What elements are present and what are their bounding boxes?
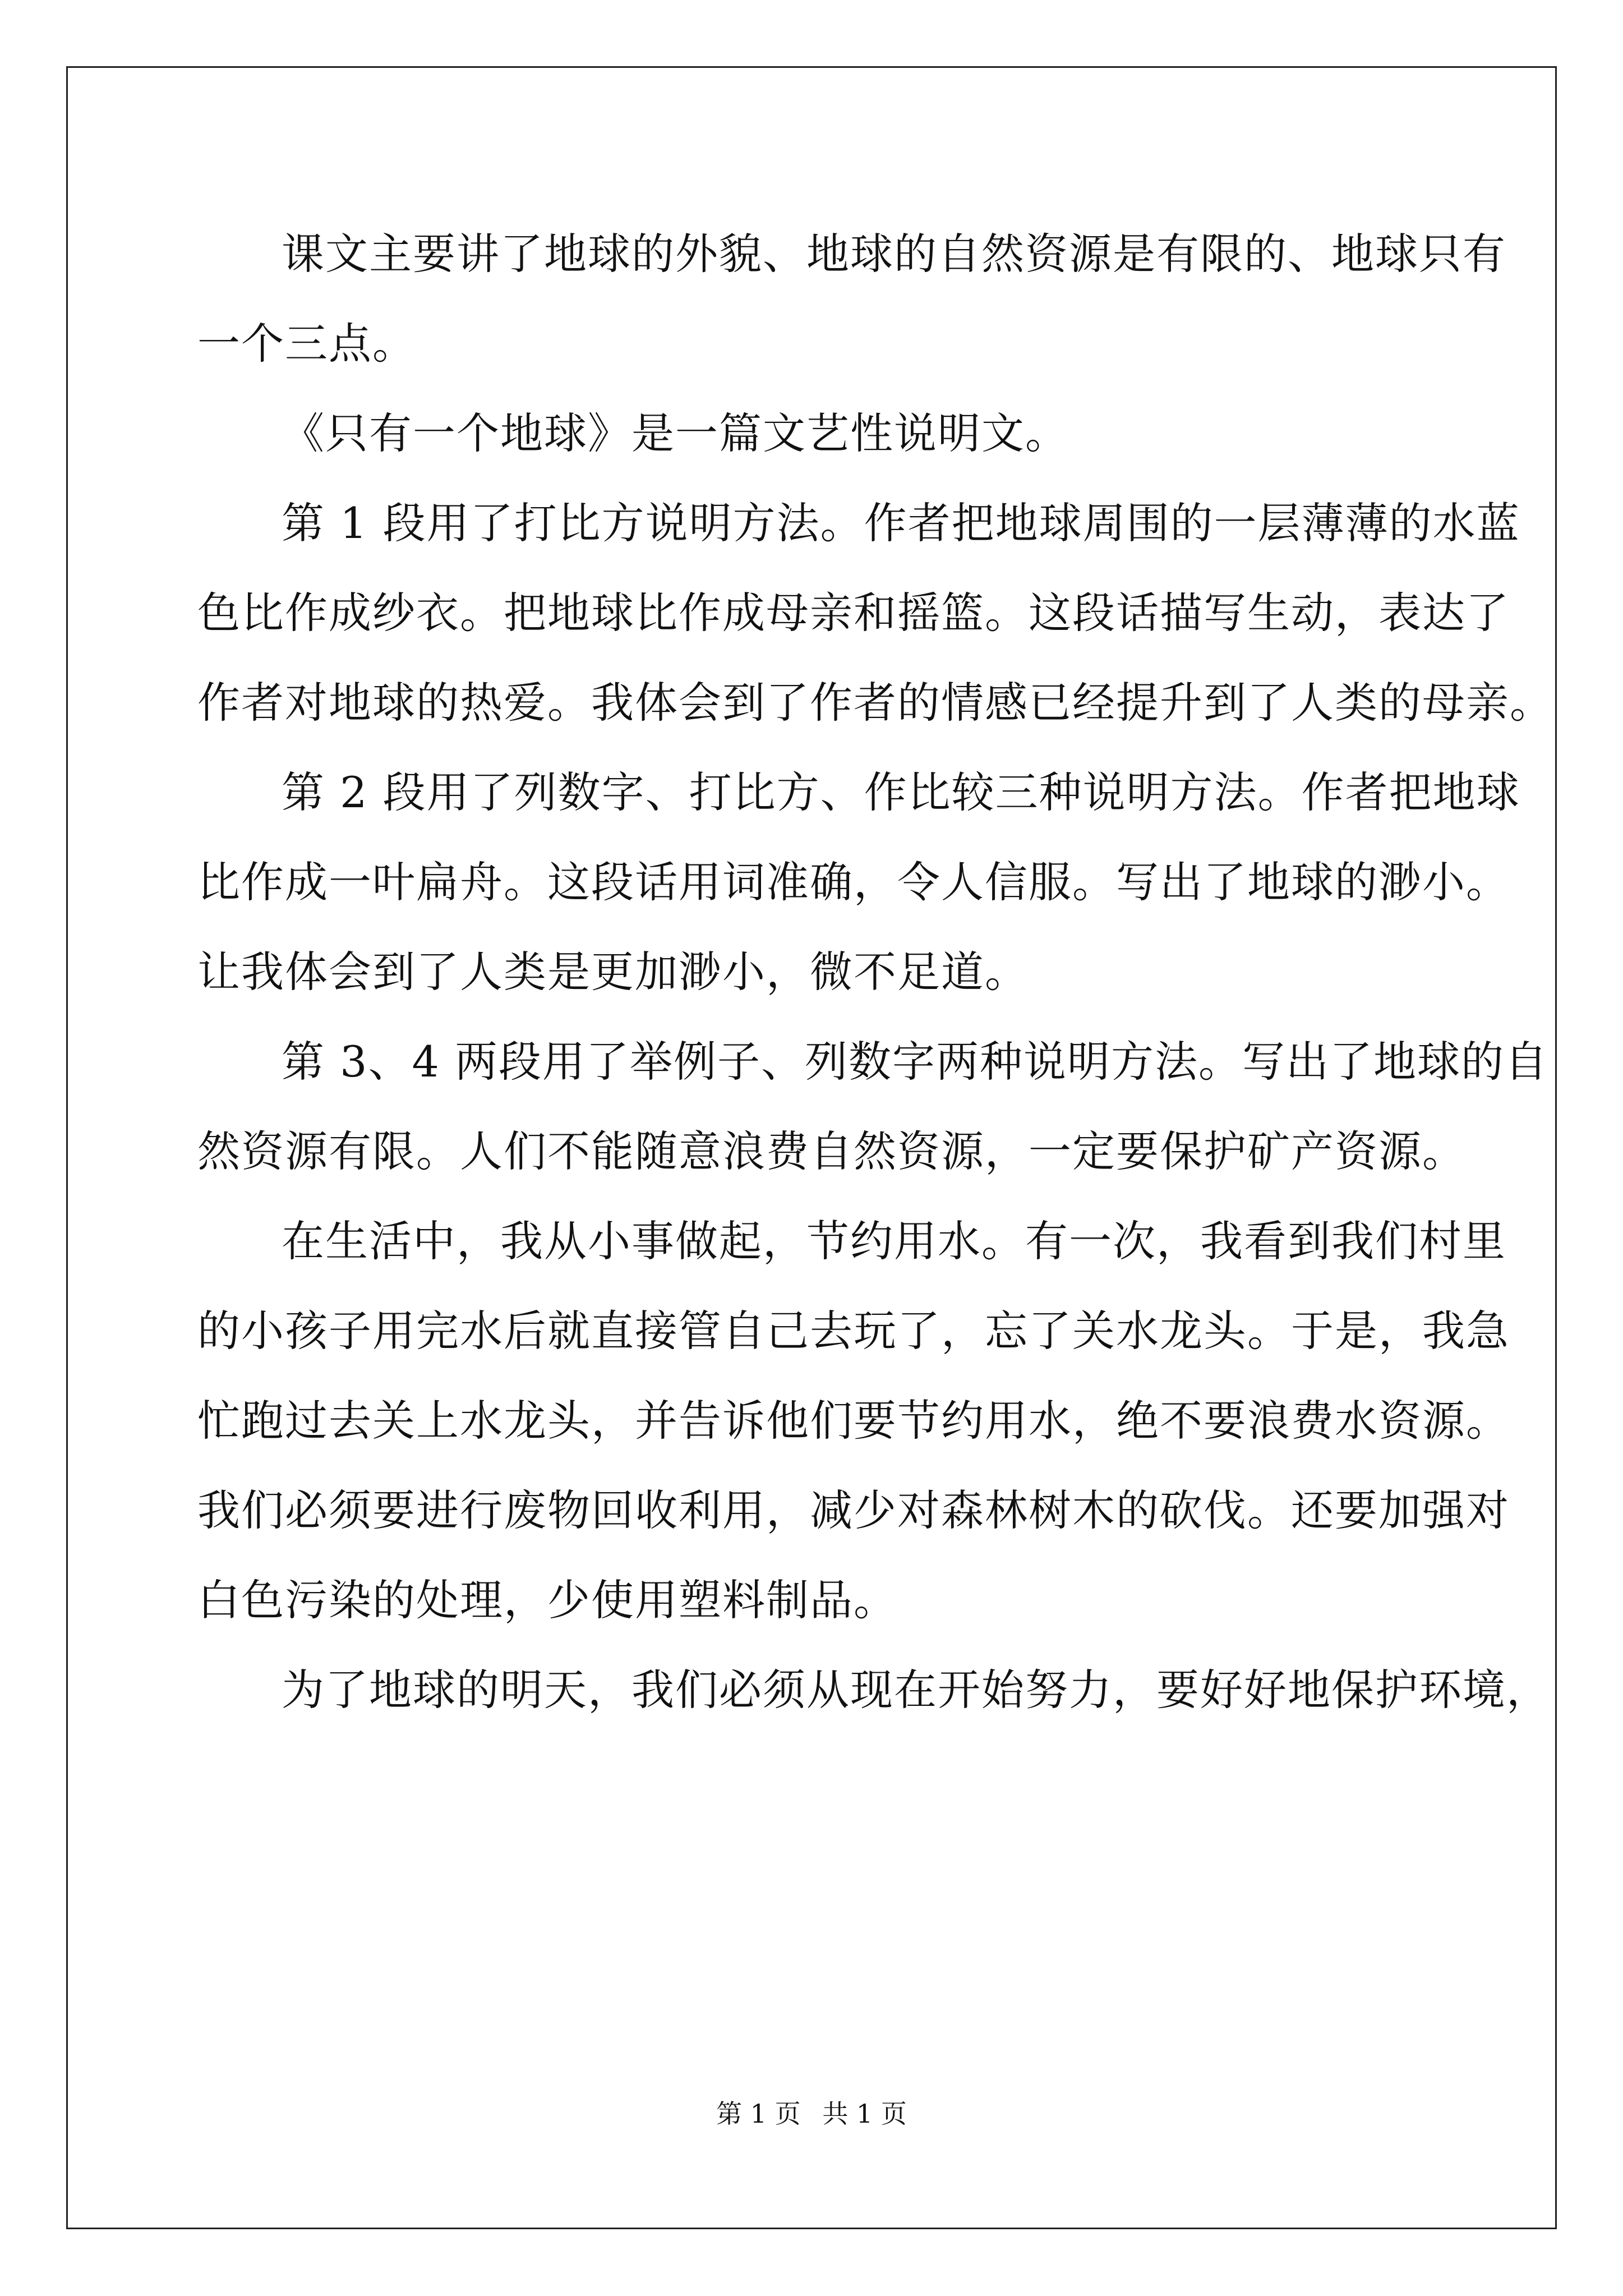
text-line: 忙跑过去关上水龙头，并告诉他们要节约用水，绝不要浪费水资源。: [197, 1396, 1510, 1446]
text-line: 第 3、4 两段用了举例子、列数字两种说明方法。写出了地球的自: [282, 1037, 1549, 1087]
text-line: 作者对地球的热爱。我体会到了作者的情感已经提升到了人类的母亲。: [197, 678, 1553, 728]
document-body: [197, 223, 1553, 1749]
text-line: 白色污染的处理，少使用塑料制品。: [197, 1575, 897, 1625]
text-line: 第 1 段用了打比方说明方法。作者把地球周围的一层薄薄的水蓝: [282, 498, 1520, 548]
text-line: 课文主要讲了地球的外貌、地球的自然资源是有限的、地球只有: [282, 229, 1506, 279]
text-line: 为了地球的明天，我们必须从现在开始努力，要好好地保护环境，: [282, 1665, 1550, 1715]
text-line: 比作成一叶扁舟。这段话用词准确，令人信服。写出了地球的渺小。: [197, 857, 1510, 907]
text-line: 的小孩子用完水后就直接管自己去玩了，忘了关水龙头。于是，我急: [197, 1306, 1510, 1356]
text-line: 一个三点。: [197, 319, 416, 369]
page-footer: [0, 2097, 1623, 2131]
page-total: 共 1 页: [822, 2099, 907, 2129]
text-line: 然资源有限。人们不能随意浪费自然资源，一定要保护矿产资源。: [197, 1126, 1466, 1176]
text-line: 第 2 段用了列数字、打比方、作比较三种说明方法。作者把地球: [282, 767, 1520, 817]
text-line: 我们必须要进行废物回收利用，减少对森林树木的砍伐。还要加强对: [197, 1485, 1510, 1535]
text-line: 《只有一个地球》是一篇文艺性说明文。: [282, 408, 1069, 458]
page-number: 第 1 页: [716, 2099, 801, 2129]
text-line: 色比作成纱衣。把地球比作成母亲和摇篮。这段话描写生动，表达了: [197, 588, 1510, 638]
text-line: 在生活中，我从小事做起，节约用水。有一次，我看到我们村里: [282, 1216, 1506, 1266]
text-line: 让我体会到了人类是更加渺小，微不足道。: [197, 947, 1029, 997]
